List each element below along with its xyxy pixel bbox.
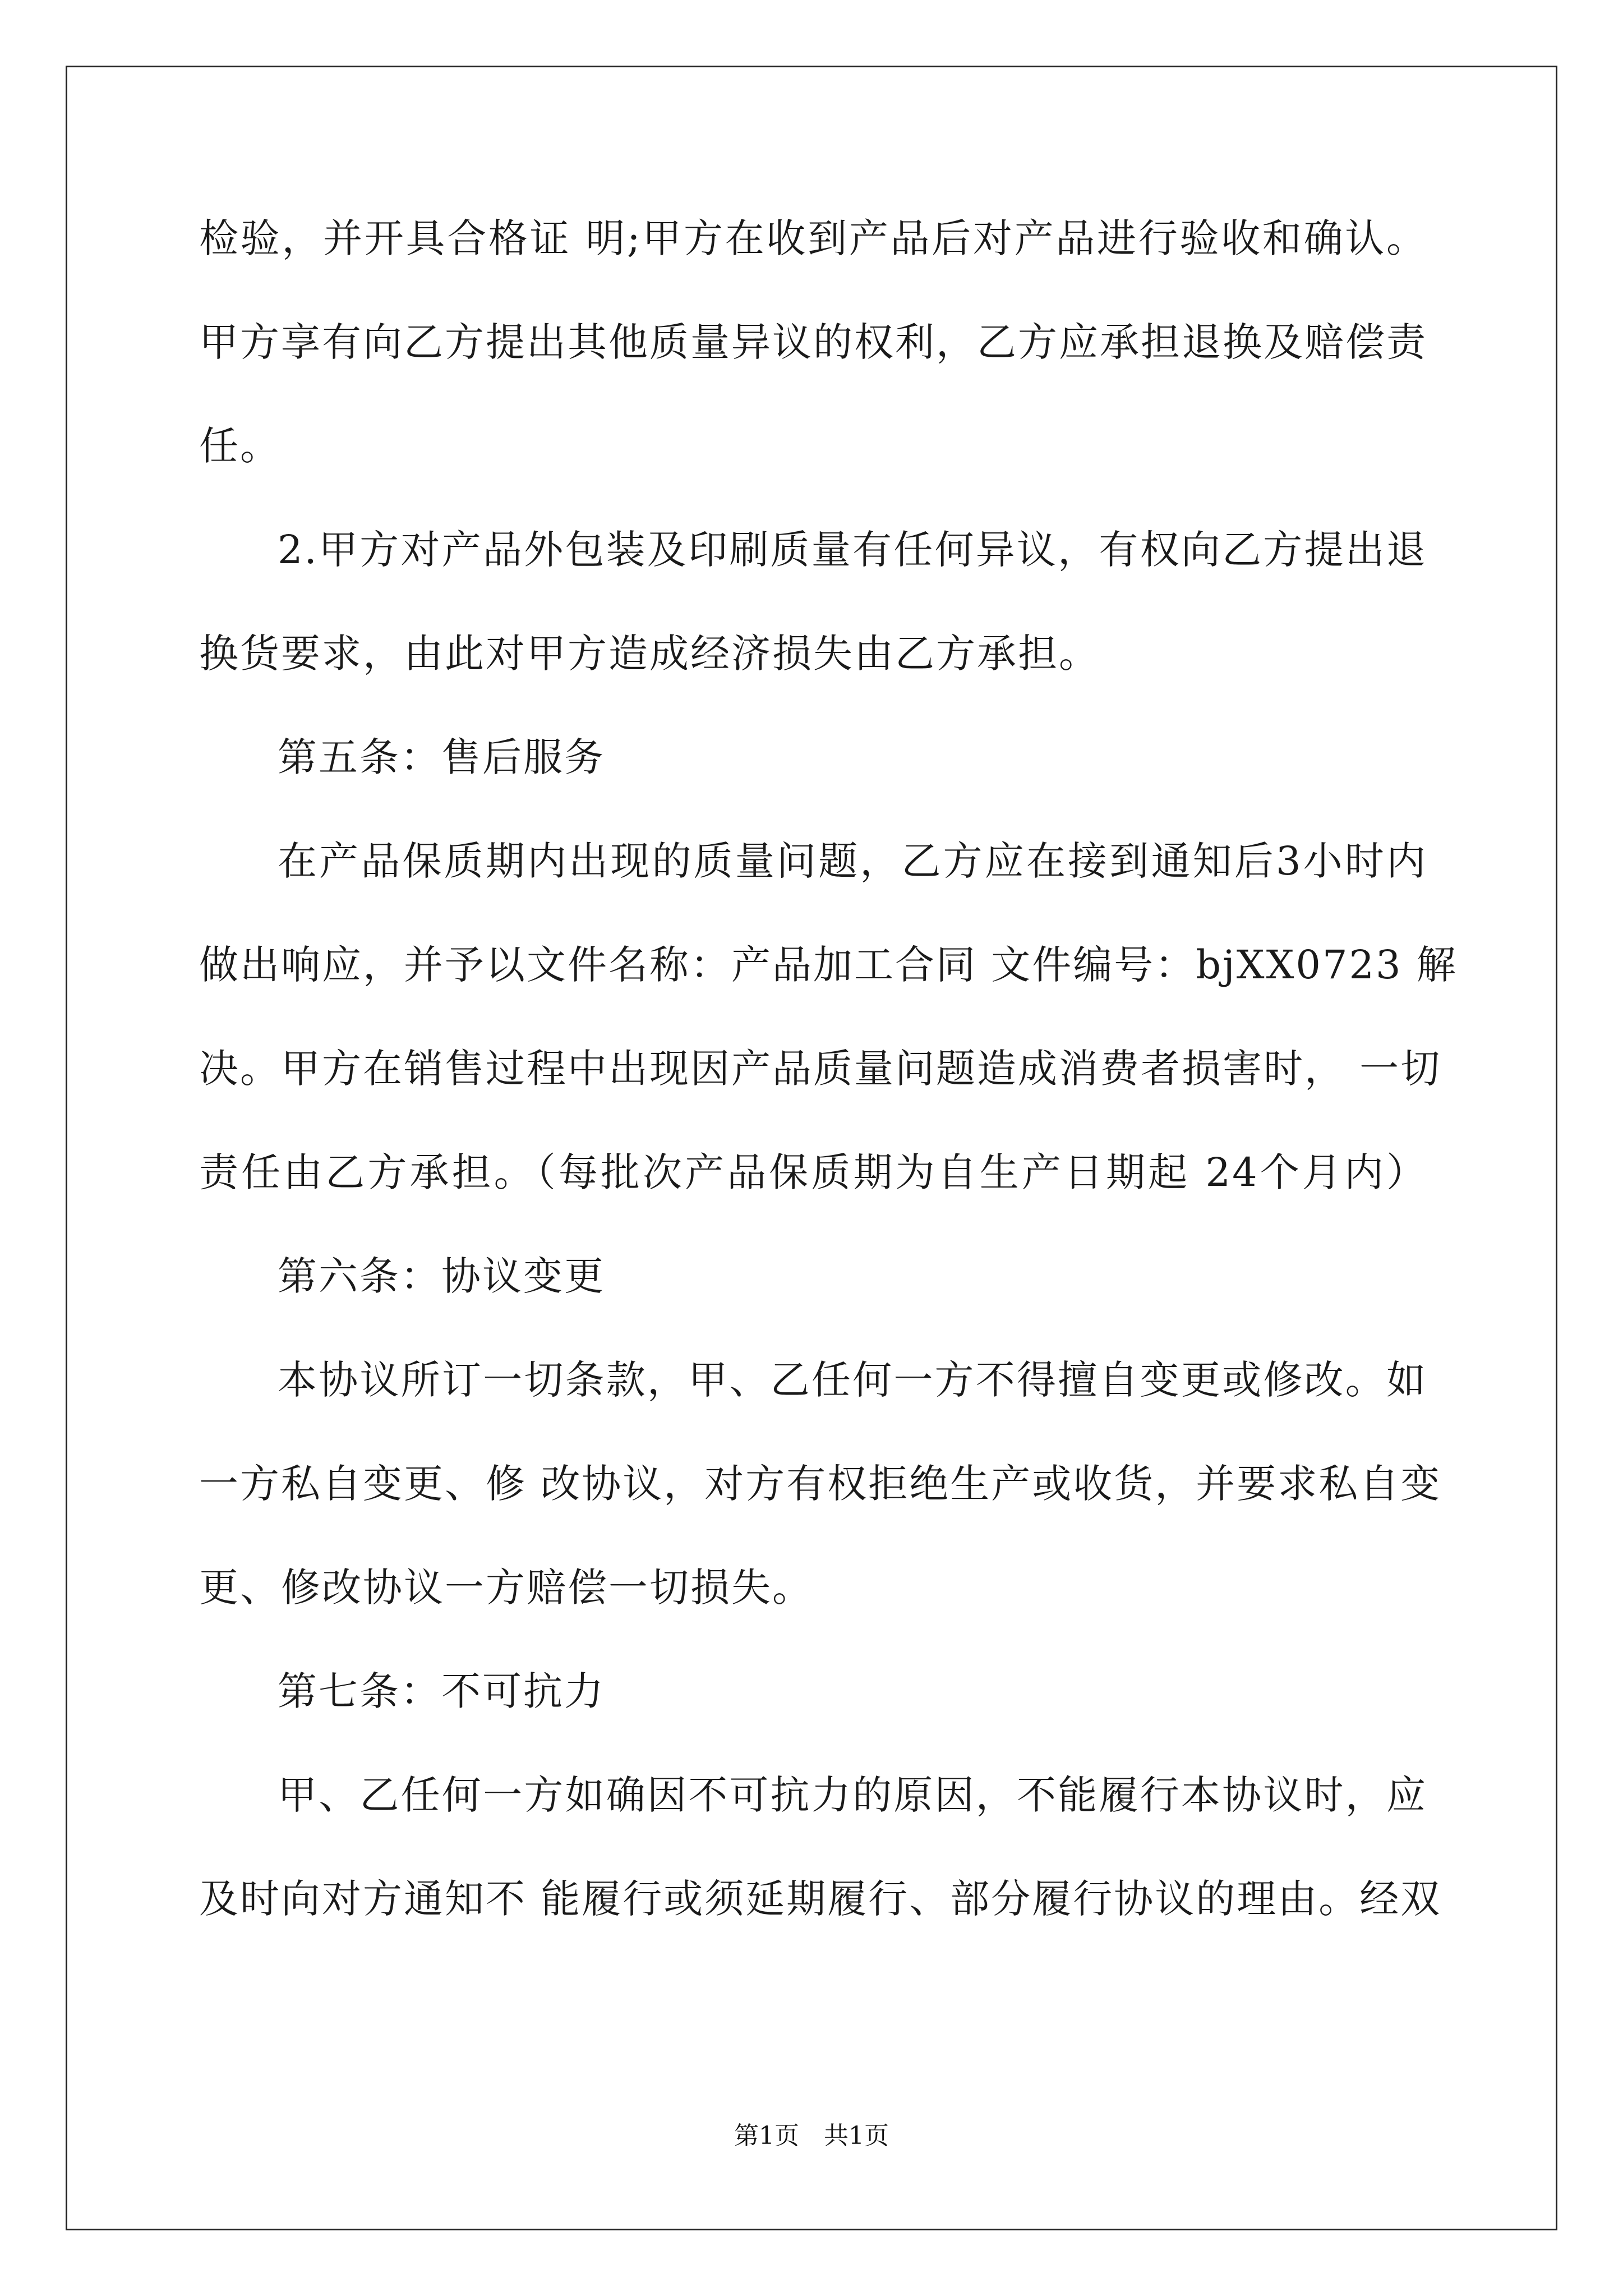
text-line: 责任由乙方承担。（每批次产品保质期为自生产日期起 24个月内）: [199, 1149, 1427, 1195]
text-line: 在产品保质期内出现的质量问题，乙方应在接到通知后3小时内: [278, 838, 1427, 884]
text-line: 及时向对方通知不 能履行或须延期履行、部分履行协议的理由。经双: [199, 1876, 1442, 1922]
text-line: 甲方享有向乙方提出其他质量异议的权利，乙方应承担退换及赔偿责: [199, 319, 1427, 365]
text-line: 一方私自变更、修 改协议，对方有权拒绝生产或收货，并要求私自变: [199, 1461, 1442, 1507]
text-line: 2.甲方对产品外包装及印刷质量有任何异议，有权向乙方提出退: [278, 527, 1427, 573]
section-heading: 第七条：不可抗力: [278, 1668, 605, 1714]
text-line: 决。甲方在销售过程中出现因产品质量问题造成消费者损害时， 一切: [199, 1046, 1442, 1092]
text-line: 本协议所订一切条款，甲、乙任何一方不得擅自变更或修改。如: [278, 1357, 1427, 1403]
text-line: 检验，并开具合格证 明;甲方在收到产品后对产品进行验收和确认。: [199, 215, 1427, 261]
section-heading: 第六条：协议变更: [278, 1253, 605, 1299]
text-line: 甲、乙任何一方如确因不可抗力的原因，不能履行本协议时，应: [278, 1772, 1427, 1818]
text-line: 任。: [199, 423, 281, 469]
section-heading: 第五条：售后服务: [278, 734, 605, 780]
text-line: 更、修改协议一方赔偿一切损失。: [199, 1565, 813, 1611]
text-line: 换货要求，由此对甲方造成经济损失由乙方承担。: [199, 631, 1100, 677]
page-number-footer: 第1页 共1页: [734, 2122, 889, 2150]
text-line: 做出响应，并予以文件名称：产品加工合同 文件编号：bjXX0723 解: [199, 942, 1458, 988]
